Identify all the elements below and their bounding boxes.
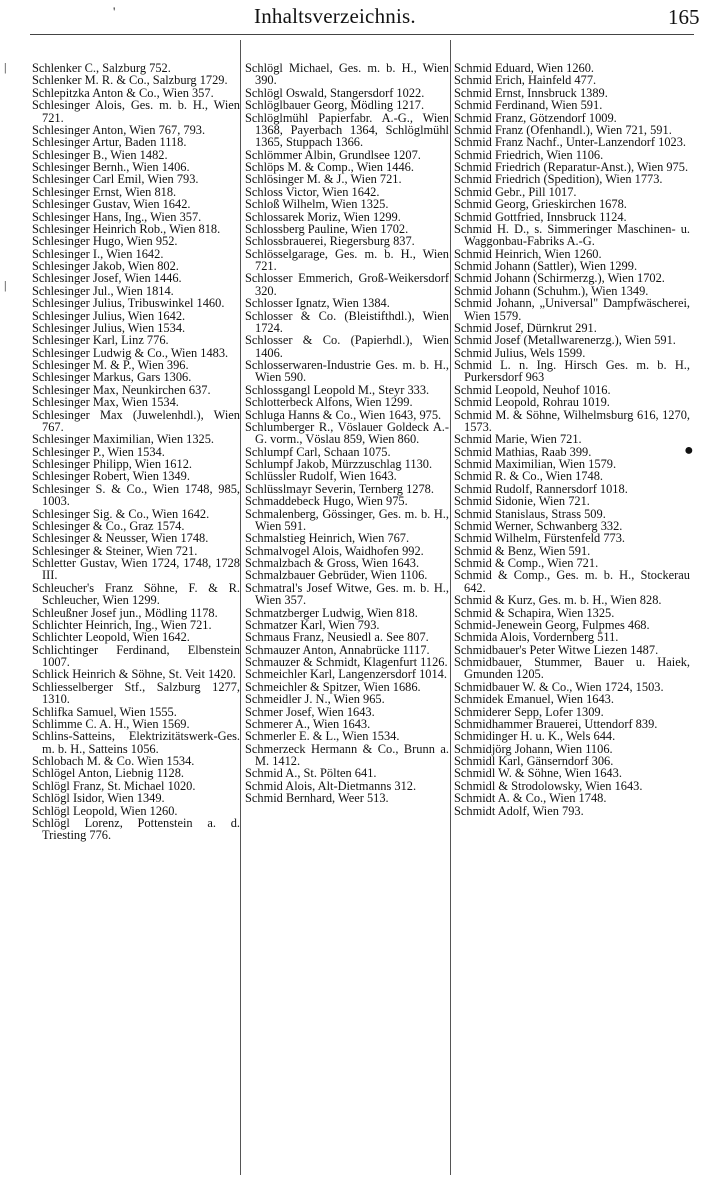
index-entry: Schmatral's Josef Witwe, Ges. m. b. H., Wien 357. <box>245 580 449 608</box>
index-entry: Schlögl Franz, St. Michael 1020. <box>32 778 196 793</box>
index-entry: Schmid Friedrich (Reparatur-Anst.), Wien 975. <box>454 160 689 174</box>
index-entry: Schmid-Jenewein Georg, Fulpmes 468. <box>454 617 650 632</box>
index-entry: Schlins-Satteins, Elektrizitätswerk-Ges. m. b. H., Satteins 1056. <box>32 729 240 756</box>
index-entry: Schmidl & Strodolowsky, Wien 1643. <box>454 778 643 793</box>
index-entry: Schlögl Oswald, Stangersdorf 1022. <box>245 85 425 100</box>
index-entry: Schmid & Benz, Wien 591. <box>454 543 591 558</box>
index-entry: Schlumpf Carl, Schaan 1075. <box>245 444 391 459</box>
index-entry: Schlesinger Hans, Ing., Wien 357. <box>32 209 202 224</box>
index-entry: Schleucher's Franz Söhne, F. & R. Schleucher, Wien 1299. <box>32 580 240 608</box>
index-entry: Schlossberg Pauline, Wien 1702. <box>245 221 409 236</box>
index-entry: Schlesinger Carl Emil, Wien 793. <box>32 172 199 187</box>
index-entry: Schmid Julius, Wels 1599. <box>454 345 586 360</box>
index-entry: Schmid Sidonie, Wien 721. <box>454 494 590 509</box>
column-divider-1 <box>240 40 241 1175</box>
index-entry: Schmid Franz, Götzendorf 1009. <box>454 110 617 125</box>
index-entry: Schmidt A. & Co., Wien 1748. <box>454 791 607 806</box>
index-entry: Schlossarek Moriz, Wien 1299. <box>245 209 401 224</box>
index-entry: Schlosser & Co. (Papierhdl.), Wien 1406. <box>245 333 449 360</box>
index-entry: Schmidbauer W. & Co., Wien 1724, 1503. <box>454 679 664 694</box>
index-entry: Schlüssler Rudolf, Wien 1643. <box>245 469 397 484</box>
index-entry: Schlichter Leopold, Wien 1642. <box>32 630 190 645</box>
index-entry: Schlichtinger Ferdinand, Elbenstein 1007. <box>32 642 240 669</box>
index-entry: Schmerzeck Hermann & Co., Brunn a. M. 1412. <box>245 741 449 768</box>
index-entry: Schmeichler & Spitzer, Wien 1686. <box>245 679 421 694</box>
index-entry: Schlögl Leopold, Wien 1260. <box>32 803 178 818</box>
index-entry: Schlesinger Ernst, Wien 818. <box>32 184 177 199</box>
index-entry: Schlesinger Jul., Wien 1814. <box>32 283 174 298</box>
index-entry: Schlösselgarage, Ges. m. b. H., Wien 721. <box>245 246 449 273</box>
index-entry: Schmid A., St. Pölten 641. <box>245 766 377 781</box>
header-tick-mark: ' <box>113 4 116 19</box>
index-entry: Schlesinger Anton, Wien 767, 793. <box>32 122 206 137</box>
index-entry: Schmid Franz (Ofenhandl.), Wien 721, 591. <box>454 122 672 137</box>
index-entry: Schlöps M. & Comp., Wien 1446. <box>245 160 414 174</box>
index-entry: Schloss Victor, Wien 1642. <box>245 184 380 199</box>
index-entry: Schmid Franz Nachf., Unter-Lanzendorf 1023. <box>454 135 686 150</box>
index-entry: Schlichter Heinrich, Ing., Wien 721. <box>32 617 212 632</box>
index-entry: Schlesinger M. & P., Wien 396. <box>32 358 189 372</box>
index-entry: Schmer Josef, Wien 1643. <box>245 704 375 719</box>
index-entry: Schlesinger Hugo, Wien 952. <box>32 234 178 249</box>
index-entry: Schluga Hanns & Co., Wien 1643, 975. <box>245 407 442 422</box>
index-entry: Schmalenberg, Gössinger, Ges. m. b. H., Wien 591. <box>245 506 449 533</box>
index-entry: Schmalvogel Alois, Waidhofen 992. <box>245 543 424 558</box>
index-entry: Schlick Heinrich & Söhne, St. Veit 1420. <box>32 667 236 682</box>
page-title: Inhaltsverzeichnis. <box>254 4 416 28</box>
index-entry: Schmidbauer, Stummer, Bauer u. Haiek, Gmunden 1205. <box>454 655 690 682</box>
index-entry: Schmid Josef, Dürnkrut 291. <box>454 320 597 335</box>
index-entry: Schmid Johann, „Universal" Dampfwäscherei, Wien 1579. <box>454 296 690 323</box>
index-entry: Schlesinger Jakob, Wien 802. <box>32 259 179 273</box>
index-entry: Schlesinger Max (Juwelenhdl.), Wien 767. <box>32 407 240 434</box>
index-entry: Schmauzer Anton, Annabrücke 1117. <box>245 642 430 657</box>
index-entry: Schmid H. D., s. Simmeringer Maschinen- u. Waggonbau-Fabriks A.-G. <box>454 221 690 249</box>
index-entry: Schmid Georg, Grieskirchen 1678. <box>454 197 627 212</box>
index-entry: Schlösinger M. & J., Wien 721. <box>245 172 402 187</box>
index-entry: Schlesinger P., Wien 1534. <box>32 444 165 459</box>
index-entry: Schlesinger Karl, Linz 776. <box>32 333 169 348</box>
index-entry: Schmid Ernst, Innsbruck 1389. <box>454 85 608 100</box>
index-entry: Schmidjörg Johann, Wien 1106. <box>454 741 613 756</box>
index-entry: Schlesinger Bernh., Wien 1406. <box>32 160 190 174</box>
index-entry: Schmid Mathias, Raab 399. <box>454 444 592 459</box>
index-entry: Schmid Stanislaus, Strass 509. <box>454 506 606 521</box>
index-entry: Schmeichler Karl, Langenzersdorf 1014. <box>245 667 447 682</box>
index-entry: Schlesinger Markus, Gars 1306. <box>32 370 192 385</box>
index-entry: Schmid L. n. Ing. Hirsch Ges. m. b. H., Purkersdorf 963 <box>454 358 690 385</box>
index-entry: Schleußner Josef jun., Mödling 1178. <box>32 605 218 620</box>
index-entry: Schliesselberger Stf., Salzburg 1277, 1310. <box>32 679 240 707</box>
index-entry: Schlosserwaren-Industrie Ges. m. b. H., Wien 590. <box>245 358 449 385</box>
index-entry: Schlesinger Philipp, Wien 1612. <box>32 457 192 471</box>
index-entry: Schmid & Comp., Ges. m. b. H., Stockerau 642. <box>454 568 690 595</box>
index-entry: Schmalstieg Heinrich, Wien 767. <box>245 531 410 546</box>
index-entry: Schlögl Michael, Ges. m. b. H., Wien 390. <box>245 61 449 88</box>
index-entry: Schlesinger Sig. & Co., Wien 1642. <box>32 506 210 521</box>
index-entry: Schmid Gottfried, Innsbruck 1124. <box>454 209 627 224</box>
index-entry: Schmid & Kurz, Ges. m. b. H., Wien 828. <box>454 593 662 608</box>
index-entry: Schlesinger Gustav, Wien 1642. <box>32 197 191 212</box>
column-divider-2 <box>450 40 451 1175</box>
page-header <box>0 0 712 40</box>
index-entry: Schlifka Samuel, Wien 1555. <box>32 704 177 719</box>
index-entry: Schmid Johann (Schirmerzg.), Wien 1702. <box>454 271 665 286</box>
index-entry: Schmid Leopold, Rohrau 1019. <box>454 395 610 410</box>
index-entry: Schlepitzka Anton & Co., Wien 357. <box>32 85 214 100</box>
index-entry: Schlosser Emmerich, Groß-Weikersdorf 320. <box>245 271 449 298</box>
index-entry: Schlöglmühl Papierfabr. A.-G., Wien 1368, Payerbach 1364, Schlöglmühl 1365, Stuppach 1366. <box>245 110 449 150</box>
index-entry: Schlesinger Max, Neunkirchen 637. <box>32 382 211 397</box>
index-entry: Schmid Johann (Schuhm.), Wien 1349. <box>454 283 649 298</box>
index-entry: Schletter Gustav, Wien 1724, 1748, 1728 III. <box>32 556 240 583</box>
index-entry: Schmiderer Sepp, Lofer 1309. <box>454 704 604 719</box>
index-entry: Schmid Friedrich (Spedition), Wien 1773. <box>454 172 663 187</box>
index-entry: Schlesinger I., Wien 1642. <box>32 246 164 261</box>
index-entry: Schmidek Emanuel, Wien 1643. <box>454 692 614 707</box>
index-entry: Schmid Johann (Sattler), Wien 1299. <box>454 259 638 273</box>
index-entry: Schmid Eduard, Wien 1260. <box>454 61 595 75</box>
index-entry: Schlosser & Co. (Bleistifthdl.), Wien 1724. <box>245 308 449 335</box>
index-entry: Schmerer A., Wien 1643. <box>245 716 371 731</box>
index-entry: Schmerler E. & L., Wien 1534. <box>245 729 400 744</box>
index-entry: Schlesinger Julius, Tribuswinkel 1460. <box>32 296 225 311</box>
index-entry: Schlesinger Heinrich Rob., Wien 818. <box>32 221 221 236</box>
right-margin-mark: ● <box>684 442 694 459</box>
index-entry: Schlesinger & Neusser, Wien 1748. <box>32 531 209 546</box>
index-entry: Schmidl W. & Söhne, Wien 1643. <box>454 766 622 781</box>
index-entry: Schmauzer & Schmidt, Klagenfurt 1126. <box>245 655 448 669</box>
index-entry: Schlöglbauer Georg, Mödling 1217. <box>245 98 425 113</box>
index-entry: Schmid Ferdinand, Wien 591. <box>454 98 603 113</box>
index-entry: Schmidl Karl, Gänserndorf 306. <box>454 754 614 768</box>
index-entry: Schmid Friedrich, Wien 1106. <box>454 147 604 162</box>
index-entry: Schlesinger S. & Co., Wien 1748, 985, 1003. <box>32 481 240 509</box>
index-entry: Schlossgangl Leopold M., Steyr 333. <box>245 382 430 397</box>
index-entry: Schlesinger & Steiner, Wien 721. <box>32 543 198 558</box>
page-number: 165 <box>668 5 700 29</box>
index-entry: Schlesinger Josef, Wien 1446. <box>32 271 182 286</box>
index-entry: Schmida Alois, Vordernberg 511. <box>454 630 619 645</box>
index-entry: Schmalzbach & Gross, Wien 1643. <box>245 556 420 570</box>
index-entry: Schlesinger Julius, Wien 1534. <box>32 320 186 335</box>
index-entry: Schlosser Ignatz, Wien 1384. <box>245 296 390 311</box>
index-entry: Schmid Leopold, Neuhof 1016. <box>454 382 611 397</box>
index-entry: Schmid & Schapira, Wien 1325. <box>454 605 615 620</box>
index-entry: Schlumpf Jakob, Mürzzuschlag 1130. <box>245 457 433 471</box>
index-entry: Schlesinger Julius, Wien 1642. <box>32 308 186 323</box>
index-entry: Schmaddebeck Hugo, Wien 975. <box>245 494 408 509</box>
index-entry: Schlotterbeck Alfons, Wien 1299. <box>245 395 413 410</box>
index-entry: Schmid Gebr., Pill 1017. <box>454 184 577 199</box>
index-column-1 <box>32 62 240 842</box>
index-entry: Schlesinger Maximilian, Wien 1325. <box>32 432 215 447</box>
index-entry: Schmatzberger Ludwig, Wien 818. <box>245 605 418 620</box>
index-entry: Schmidt Adolf, Wien 793. <box>454 803 584 818</box>
left-margin-mark: | <box>4 278 7 292</box>
index-entry: Schlenker M. R. & Co., Salzburg 1729. <box>32 73 228 88</box>
index-entry: Schmatzer Karl, Wien 793. <box>245 617 380 632</box>
index-entry: Schlimme C. A. H., Wien 1569. <box>32 716 190 731</box>
index-entry: Schmid Maximilian, Wien 1579. <box>454 457 617 471</box>
index-entry: Schmid Rudolf, Rannersdorf 1018. <box>454 481 628 496</box>
index-entry: Schlögl Isidor, Wien 1349. <box>32 791 165 806</box>
index-entry: Schlögel Anton, Liebnig 1128. <box>32 766 185 781</box>
index-entry: Schlesinger Alois, Ges. m. b. H., Wien 721. <box>32 98 240 125</box>
index-entry: Schmid M. & Söhne, Wilhelmsburg 616, 1270, 1573. <box>454 407 690 434</box>
index-entry: Schlüsslmayr Severin, Ternberg 1278. <box>245 481 434 496</box>
index-entry: Schmalzbauer Gebrüder, Wien 1106. <box>245 568 428 583</box>
index-entry: Schlesinger Robert, Wien 1349. <box>32 469 190 484</box>
index-entry: Schmid Erich, Hainfeld 477. <box>454 73 597 88</box>
index-entry: Schmid & Comp., Wien 721. <box>454 556 599 570</box>
index-entry: Schlesinger & Co., Graz 1574. <box>32 518 185 533</box>
index-entry: Schmidbauer's Peter Witwe Liezen 1487. <box>454 642 659 657</box>
index-entry: Schmid Werner, Schwanberg 332. <box>454 518 623 533</box>
index-entry: Schlobach M. & Co. Wien 1534. <box>32 754 195 768</box>
index-entry: Schlesinger B., Wien 1482. <box>32 147 168 162</box>
index-entry: Schmid Marie, Wien 721. <box>454 432 582 447</box>
index-entry: Schlenker C., Salzburg 752. <box>32 61 171 75</box>
header-rule <box>30 34 694 35</box>
index-entry: Schmaus Franz, Neusiedl a. See 807. <box>245 630 429 645</box>
index-entry: Schlumberger R., Vöslauer Goldeck A.-G. vorm., Vöslau 859, Wien 860. <box>245 419 449 447</box>
index-entry: Schlesinger Max, Wien 1534. <box>32 395 179 410</box>
index-entry: Schmeidler J. N., Wien 965. <box>245 692 385 707</box>
index-entry: Schmid Alois, Alt-Dietmanns 312. <box>245 778 417 793</box>
index-entry: Schloß Wilhelm, Wien 1325. <box>245 197 389 212</box>
index-entry: Schmidinger H. u. K., Wels 644. <box>454 729 616 744</box>
index-entry: Schmidhammer Brauerei, Uttendorf 839. <box>454 716 658 731</box>
index-entry: Schlesinger Artur, Baden 1118. <box>32 135 187 150</box>
left-margin-mark: | <box>4 60 7 74</box>
index-entry: Schlesinger Ludwig & Co., Wien 1483. <box>32 345 229 360</box>
index-column-2 <box>245 62 449 805</box>
index-entry: Schlömmer Albin, Grundlsee 1207. <box>245 147 421 162</box>
index-entry: Schlossbrauerei, Riegersburg 837. <box>245 234 415 249</box>
index-entry: Schmid Josef (Metallwarenerzg.), Wien 591. <box>454 333 676 348</box>
index-column-3 <box>454 62 690 817</box>
index-entry: Schmid Bernhard, Weer 513. <box>245 791 389 806</box>
index-entry: Schlögl Lorenz, Pottenstein a. d. Triesting 776. <box>32 815 240 843</box>
index-entry: Schmid Heinrich, Wien 1260. <box>454 246 602 261</box>
index-entry: Schmid R. & Co., Wien 1748. <box>454 469 603 484</box>
index-entry: Schmid Wilhelm, Fürstenfeld 773. <box>454 531 626 546</box>
